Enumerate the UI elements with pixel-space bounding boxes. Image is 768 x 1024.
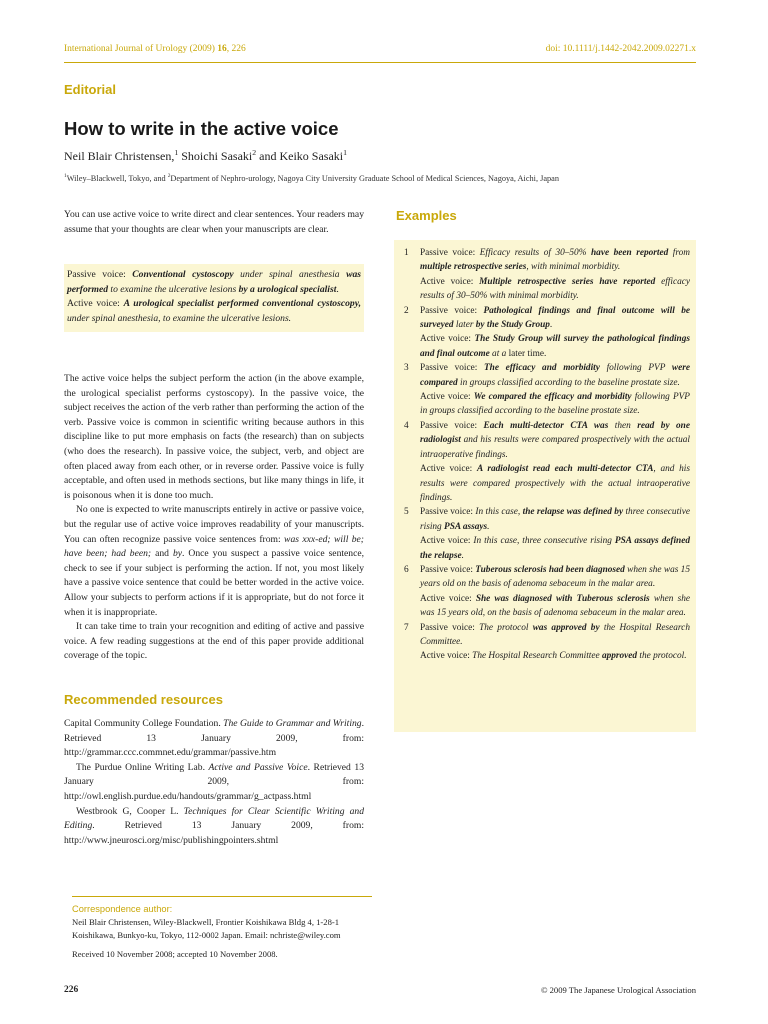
example-item bbox=[400, 304, 690, 362]
active-example bbox=[67, 297, 361, 326]
author-name: Shoichi Sasaki bbox=[178, 149, 253, 163]
example-item bbox=[400, 505, 690, 563]
text: Active voice: bbox=[420, 651, 473, 662]
text: Active voice: bbox=[420, 464, 477, 475]
bold-italic-text: Conventional cystoscopy bbox=[132, 269, 234, 280]
bold-italic-text: was performed bbox=[67, 269, 361, 295]
active-sentence bbox=[420, 462, 690, 505]
italic-text: then bbox=[608, 420, 638, 431]
example-item bbox=[400, 419, 690, 505]
text: Active voice: bbox=[420, 593, 476, 604]
bold-italic-text: read by one radiologist bbox=[420, 420, 690, 446]
reference-list bbox=[64, 717, 364, 848]
active-sentence bbox=[420, 332, 690, 361]
italic-text: when she was 15 years old, on the basis of adenoma sebaceum in the malar area. bbox=[420, 593, 690, 619]
affiliation-marker: 2 bbox=[167, 173, 171, 180]
italic-text: to examine the ulcerative lesions bbox=[108, 283, 239, 295]
journal-volume: 16 bbox=[217, 44, 227, 54]
example-number: 1 bbox=[404, 248, 409, 258]
paragraph bbox=[64, 503, 364, 620]
bold-italic-text: The efficacy and morbidity bbox=[483, 363, 600, 374]
text: Active voice: bbox=[420, 536, 474, 547]
bold-italic-text: by the Study Group bbox=[475, 320, 550, 331]
passive-sentence bbox=[420, 361, 690, 390]
bold-italic-text: have been reported bbox=[591, 248, 669, 258]
bold-italic-text: Multiple retrospective series have reported bbox=[479, 276, 656, 287]
example-body bbox=[420, 563, 690, 621]
italic-text: and his results were compared prospectively with the actual intraoperative findings. bbox=[420, 435, 690, 460]
text: Passive voice: bbox=[420, 248, 480, 258]
journal-name: International Journal of Urology (2009) bbox=[64, 44, 215, 54]
bold-italic-text: Tuberous sclerosis had been diagnosed bbox=[475, 564, 625, 575]
bold-italic-text: the relapse was defined by bbox=[522, 507, 624, 518]
journal-pages: , 226 bbox=[226, 44, 246, 54]
bold-italic-text: approved bbox=[601, 651, 638, 662]
bold-italic-text: Pathological findings and final outcome will be surveyed bbox=[420, 305, 690, 331]
bold-italic-text: Each multi-detector CTA was bbox=[483, 420, 609, 431]
passive-sentence bbox=[420, 304, 690, 333]
active-sentence bbox=[420, 592, 690, 621]
text: and bbox=[151, 548, 173, 560]
text: Active voice: bbox=[420, 276, 480, 287]
example-number: 5 bbox=[404, 507, 409, 518]
passive-sentence bbox=[420, 621, 690, 650]
example-item bbox=[400, 361, 690, 419]
example-number: 7 bbox=[404, 622, 409, 633]
examples-heading: Examples bbox=[396, 208, 457, 223]
bold-italic-text: was approved by bbox=[532, 622, 600, 633]
resources-heading: Recommended resources bbox=[64, 692, 223, 707]
bold-italic-text: The Study Group will survey the pathological findings and final outcome bbox=[420, 334, 690, 359]
italic-text: Efficacy results of 30–50% bbox=[479, 248, 591, 258]
italic-text: by bbox=[172, 548, 183, 560]
reference-item bbox=[64, 717, 364, 761]
italic-text: when she was 15 years old on the basis of adenoma sebaceum in the malar area. bbox=[420, 564, 690, 590]
example-body bbox=[420, 621, 690, 664]
example-body bbox=[420, 304, 690, 362]
italic-text: following PVP in groups classified according to the baseline prostate size. bbox=[420, 392, 690, 417]
italic-text: later bbox=[453, 320, 476, 331]
passive-example bbox=[67, 268, 361, 297]
passive-sentence bbox=[420, 419, 690, 462]
correspondence-label: Correspondence author: bbox=[72, 904, 173, 914]
text: No one is expected to write manuscripts entirely in active or passive voice, but the regular use of active voice improves readability of your manuscripts. You can often recognize passive voice sentences from: bbox=[64, 504, 364, 545]
italic-text: , with minimal morbidity. bbox=[526, 262, 621, 273]
italic-text: Techniques for Clear Scientific Writing and Editing bbox=[64, 805, 365, 832]
italic-text: The Hospital Research Committee bbox=[472, 651, 602, 662]
text: Passive voice: bbox=[420, 305, 484, 316]
bold-italic-text: We compared the efficacy and morbidity bbox=[473, 392, 632, 403]
italic-text: at a bbox=[489, 348, 509, 359]
example-body bbox=[420, 419, 690, 505]
italic-text: the Hospital Research Committee. bbox=[420, 622, 690, 647]
body-text bbox=[64, 372, 364, 664]
paragraph: You can use active voice to write direct and clear sentences. Your readers may assume that your thoughts are clear when your manuscripts are clear. bbox=[64, 209, 364, 235]
example-item bbox=[400, 563, 690, 621]
section-label: Editorial bbox=[64, 82, 117, 97]
passive-sentence bbox=[420, 246, 690, 275]
punctuation: . bbox=[336, 283, 339, 295]
italic-text: . bbox=[487, 521, 490, 532]
text: later time. bbox=[508, 348, 547, 359]
italic-text: efficacy results of 30–50% with minimal morbidity. bbox=[420, 276, 690, 302]
active-sentence bbox=[420, 390, 690, 419]
example-body bbox=[420, 361, 690, 419]
text: The Purdue Online Writing Lab. bbox=[76, 761, 209, 773]
italic-text: In this case, bbox=[475, 507, 523, 518]
paragraph: The active voice helps the subject perform the action (in the above example, the urological specialist performs cystoscopy). In the passive voice, the subject receives the action of the verb rather than performing the action of the verb. Passive voice is common in scientific writing because authors in this discipline like to put more emphasis on facts (the research) than on subjects (who does the research). In passive voice, the subject, verb, and object are often placed away from each other, or in reverse order. Passive voice is fully acceptable, and often used in methods sections, but like many things in life, it is poisonous when it is done too much. bbox=[64, 373, 364, 501]
example-body bbox=[420, 505, 690, 563]
text: Passive voice: bbox=[420, 363, 484, 374]
affiliations bbox=[64, 174, 704, 183]
example-number: 2 bbox=[404, 305, 409, 316]
text: Passive voice: bbox=[420, 420, 484, 431]
label: Passive voice: bbox=[67, 269, 133, 280]
italic-text: , and his results were compared prospectively with the actual intraoperative findings. bbox=[420, 464, 690, 503]
affiliation-marker: 1 bbox=[64, 173, 67, 180]
received-dates: Received 10 November 2008; accepted 10 November 2008. bbox=[72, 949, 278, 959]
example-number: 4 bbox=[404, 420, 409, 431]
bold-italic-text: were compared bbox=[420, 363, 690, 388]
author-name: and Keiko Sasaki bbox=[256, 149, 344, 163]
text: Passive voice: bbox=[420, 622, 480, 633]
example-number: 6 bbox=[404, 564, 409, 575]
bold-italic-text: multiple retrospective series bbox=[420, 262, 527, 273]
reference-item bbox=[64, 761, 364, 805]
affiliation-text: Wiley–Blackwell, Tokyo, and bbox=[66, 174, 168, 183]
passive-sentence bbox=[420, 505, 690, 534]
affiliation-marker: 1 bbox=[343, 148, 348, 157]
text: . Retrieved 13 January 2009, from: http://grammar.ccc.commnet.edu/grammar/passive.htm bbox=[64, 718, 364, 759]
text: Active voice: bbox=[420, 392, 474, 403]
italic-text: was xxx-ed; will be; have been; had been; bbox=[64, 533, 364, 560]
header-divider bbox=[64, 62, 696, 63]
examples-box bbox=[394, 240, 696, 732]
text: Capital Community College Foundation. bbox=[64, 718, 224, 729]
affiliation-marker: 2 bbox=[252, 148, 257, 157]
bold-italic-text: by a urological specialist bbox=[238, 283, 337, 295]
example-item bbox=[400, 246, 690, 304]
italic-text: from bbox=[668, 248, 691, 258]
text: Passive voice: bbox=[420, 564, 476, 575]
bold-italic-text: She was diagnosed with Tuberous sclerosis bbox=[475, 593, 650, 604]
example-item bbox=[400, 621, 690, 664]
text: . Retrieved 13 January 2009, from: http://owl.english.purdue.edu/handouts/grammar/g_actpass.html bbox=[64, 761, 364, 802]
intro-paragraph bbox=[64, 208, 364, 237]
passive-sentence bbox=[420, 563, 690, 592]
text: Westbrook G, Cooper L. bbox=[76, 805, 184, 817]
italic-text: Active and Passive Voice bbox=[208, 761, 308, 773]
paragraph: It can take time to train your recognition and editing of active and passive voice. A few reading suggestions at the end of this paper provide additional coverage of the topic. bbox=[64, 621, 364, 662]
text: . bbox=[549, 320, 553, 331]
text: Passive voice: bbox=[420, 507, 476, 518]
example-number: 3 bbox=[404, 363, 409, 374]
italic-text: The Guide to Grammar and Writing bbox=[223, 718, 362, 729]
label: Active voice: bbox=[67, 298, 124, 310]
example-body bbox=[420, 246, 690, 304]
bold-italic-text: PSA assays bbox=[444, 521, 488, 532]
text: . Once you suspect a passive voice sentence, check to see if your subject is performing the action. If not, you most likely have a passive voice sentence that could be better worded in the active voice. Allow your subjects to perform actions if it is appropriate, but do not force it when it is inappropriate. bbox=[64, 548, 364, 618]
bold-italic-text: PSA assays defined the relapse bbox=[420, 536, 690, 561]
active-sentence bbox=[420, 649, 690, 663]
italic-text: under spinal anesthesia bbox=[233, 269, 347, 280]
active-sentence bbox=[420, 534, 690, 563]
running-header-journal bbox=[64, 44, 246, 54]
copyright-notice: © 2009 The Japanese Urological Association bbox=[540, 985, 696, 995]
author-name: Neil Blair Christensen, bbox=[64, 149, 175, 163]
doi-link[interactable]: doi: 10.1111/j.1442-2042.2009.02271.x bbox=[545, 44, 696, 54]
italic-text: following PVP bbox=[599, 363, 672, 374]
correspondence-text: Neil Blair Christensen, Wiley-Blackwell, Frontier Koishikawa Bldg 4, 1-28-1 Koishikawa, Bunkyo-ku, Tokyo, 112-0002 Japan. Email: nchriste@wiley.com bbox=[72, 917, 341, 940]
italic-text: in groups classified according to the baseline prostate size. bbox=[457, 377, 680, 388]
italic-text: under spinal anesthesia, to examine the ulcerative lesions. bbox=[67, 312, 292, 324]
affiliation-marker: 1 bbox=[174, 148, 179, 157]
text: . Retrieved 13 January 2009, from: http://www.jneurosci.org/misc/publishingpointers.shtml bbox=[64, 820, 364, 846]
text: Active voice: bbox=[420, 334, 475, 345]
example-box-left bbox=[64, 264, 364, 332]
bold-italic-text: A radiologist read each multi-detector CTA bbox=[476, 464, 654, 475]
italic-text: In this case, three consecutive rising bbox=[473, 536, 615, 547]
bold-italic-text: A urological specialist performed conventional cystoscopy, bbox=[123, 298, 361, 310]
italic-text: three consecutive rising bbox=[420, 507, 690, 532]
reference-item bbox=[64, 805, 364, 849]
italic-text: the protocol. bbox=[637, 651, 687, 662]
affiliation-text: Department of Nephro-urology, Nagoya City University Graduate School of Medical Sciences, Nagoya, Aichi, Japan bbox=[170, 174, 560, 183]
active-sentence bbox=[420, 275, 690, 304]
author-list bbox=[64, 149, 347, 164]
article-title: How to write in the active voice bbox=[64, 118, 339, 139]
italic-text: . bbox=[461, 550, 464, 561]
italic-text: The protocol bbox=[479, 622, 533, 633]
page-number: 226 bbox=[64, 985, 79, 995]
footnote-divider bbox=[72, 896, 372, 897]
